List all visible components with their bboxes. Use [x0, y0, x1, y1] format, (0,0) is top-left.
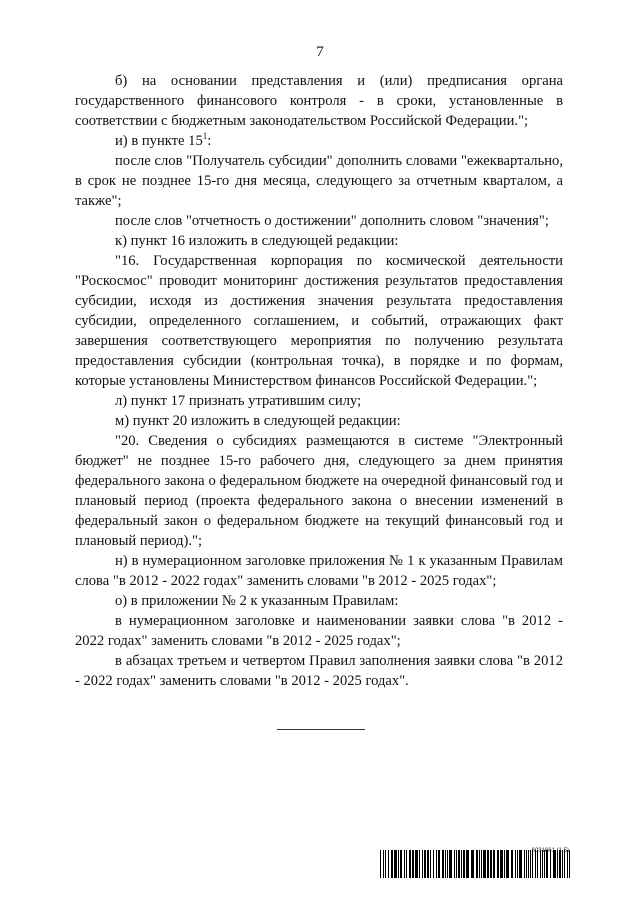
paragraph-m: м) пункт 20 изложить в следующей редакции:: [115, 413, 401, 429]
paragraph-b: б) на основании представления и (или) предписания органа государственного финансового контроля - в сроки, установленные в соответствии с бюджетным законодательством Российской Федерации.";: [75, 73, 563, 129]
paragraph-l: л) пункт 17 признать утратившим силу;: [115, 393, 362, 409]
paragraph-after-recipient: после слов "Получатель субсидии" дополнить словами "ежеквартально, в срок не позднее 15-го дня месяца, следующего за отчетным кварталом, а также";: [75, 153, 563, 209]
paragraph-item-20: "20. Сведения о субсидиях размещаются в системе "Электронный бюджет" не позднее 15-го рабочего дня, следующего за днем принятия федерального закона о федеральном бюджете на очередной финансовый год и плановый период (проекта федерального закона о внесении изменений в федеральный закон о федеральном бюджете на текущий финансовый год и плановый период).";: [75, 433, 563, 549]
document-body: [75, 71, 563, 691]
closing-separator-line: [277, 729, 365, 730]
paragraph-i-superscript: 1: [202, 131, 208, 142]
paragraph-o-heading: в нумерационном заголовке и наименовании заявки слова "в 2012 - 2022 годах" заменить словами "в 2012 - 2025 годах";: [75, 613, 563, 649]
paragraph-item-16: "16. Государственная корпорация по космической деятельности "Роскосмос" проводит мониторинг достижения результатов предоставления субсидии, исходя из достижения значения результата предоставления субсидии, определенного соглашением, и событий, отражающих факт завершения соответствующего мероприятия по получению результата предоставления субсидии (контрольная точка), в порядке и по формам, которые установлены Министерством финансов Российской Федерации.";: [75, 253, 563, 389]
paragraph-i: [75, 131, 563, 151]
paragraph-i-colon: :: [207, 133, 212, 149]
paragraph-o: о) в приложении № 2 к указанным Правилам:: [115, 593, 399, 609]
paragraph-o-rules: в абзацах третьем и четвертом Правил заполнения заявки слова "в 2012 - 2022 годах" заменить словами "в 2012 - 2025 годах".: [75, 653, 563, 689]
paragraph-after-reporting: после слов "отчетность о достижении" дополнить словом "значения";: [115, 213, 549, 229]
barcode-image: [380, 850, 570, 878]
barcode-label: 6031661: [531, 848, 555, 854]
paragraph-n: н) в нумерационном заголовке приложения № 1 к указанным Правилам слова "в 2012 - 2022 годах" заменить словами "в 2012 - 2025 годах";: [75, 553, 563, 589]
page-number: 7: [316, 44, 324, 60]
paragraph-i-text: и) в пункте 15: [115, 133, 203, 149]
paragraph-k: к) пункт 16 изложить в следующей редакции:: [115, 233, 399, 249]
